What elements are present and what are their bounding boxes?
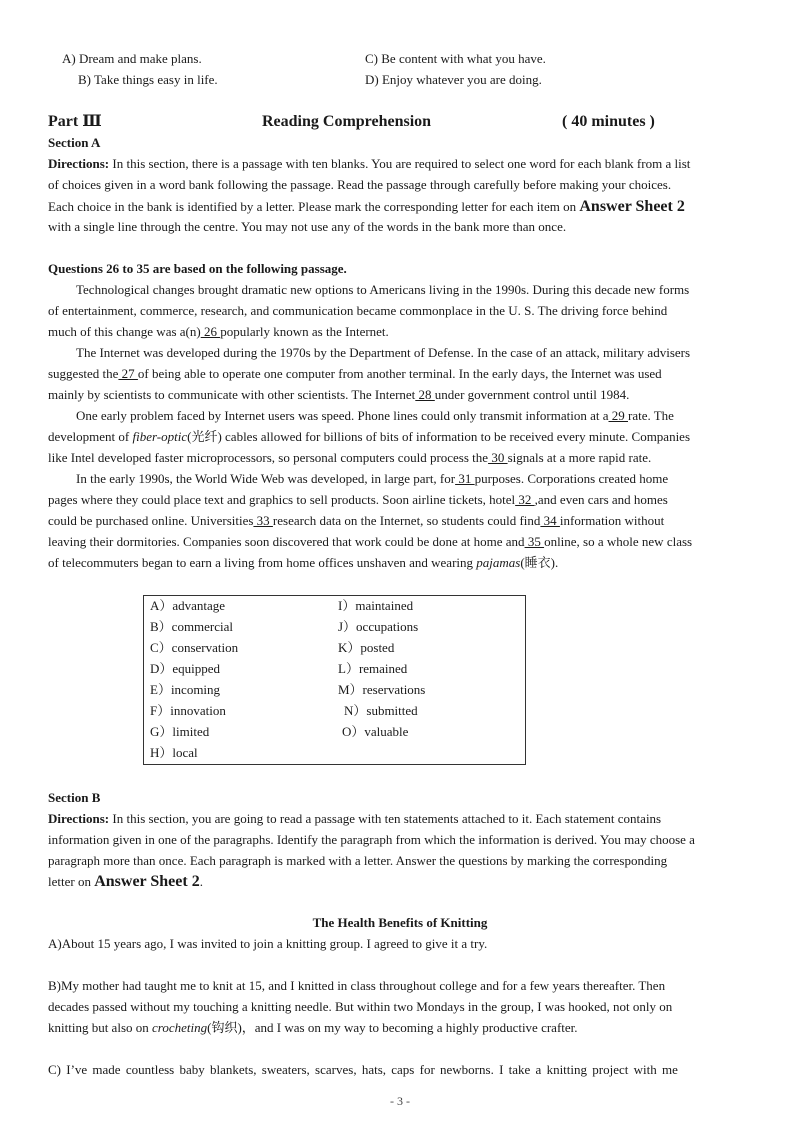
blank-35: 35: [524, 534, 545, 549]
word-bank-item: O）valuable: [342, 724, 409, 739]
passage-line: leaving their dormitories. Companies soon discovered that work could be done at home and 35 online, so a whole new class: [48, 534, 693, 549]
blank-32: 32: [515, 492, 535, 507]
word-bank-item: G）limited: [150, 724, 210, 739]
section-b-directions-line1: Directions: In this section, you are going to read a passage with ten statements attached to it. Each statement contains: [48, 811, 662, 826]
passage-line: One early problem faced by Internet users was speed. Phone lines could only transmit information at a 29 rate. The: [76, 408, 674, 423]
passage-line: mainly by scientists to communicate with other scientists. The Internet 28 under government control until 1984.: [48, 387, 630, 402]
passage-line: Technological changes brought dramatic new options to Americans living in the 1990s. During this decade new forms: [76, 282, 690, 297]
passage-line: of entertainment, commerce, research, and communication became commonplace in the U. S. The driving force behind: [48, 303, 668, 318]
section-a-directions-line1: Directions: In this section, there is a passage with ten blanks. You are required to select one word for each blank from a list: [48, 156, 691, 171]
blank-28: 28: [415, 387, 435, 402]
passage-line: like Intel developed faster microprocessors, so personal computers could process the 30 signals at a more rapid rate.: [48, 450, 652, 465]
word-bank-item: E）incoming: [150, 682, 221, 697]
passage-line: much of this change was a(n) 26 popularly known as the Internet.: [48, 324, 389, 339]
blank-33: 33: [253, 513, 273, 528]
blank-26: 26: [200, 324, 221, 339]
section-a-directions-line4: with a single line through the centre. You may not use any of the words in the bank more than once.: [48, 219, 567, 234]
blank-29: 29: [608, 408, 628, 423]
passage-line: could be purchased online. Universities 33 research data on the Internet, so students could find 34 information without: [48, 513, 665, 528]
word-bank-item: D）equipped: [150, 661, 221, 676]
passage-line: of telecommuters began to earn a living from home offices unshaven and wearing pajamas(睡衣).: [48, 555, 559, 570]
blank-31: 31: [455, 471, 475, 486]
passage-line: The Internet was developed during the 1970s by the Department of Defense. In the case of an attack, military advisers: [76, 345, 691, 360]
paragraph-b-line2: decades passed without my touching a knitting needle. But within two Mondays in the group, I was hooked, not only on: [48, 999, 673, 1014]
q25-option-d: D) Enjoy whatever you are doing.: [365, 72, 542, 87]
section-a-directions-line2: of choices given in a word bank following the passage. Read the passage through carefully before making your choices.: [48, 177, 672, 192]
section-b-directions-line3: paragraph more than once. Each paragraph is marked with a letter. Answer the questions by marking the corresponding: [48, 853, 668, 868]
section-a-heading: Section A: [48, 135, 101, 150]
word-bank-item: L）remained: [338, 661, 408, 676]
word-bank-item: K）posted: [338, 640, 395, 655]
word-bank-item: B）commercial: [150, 619, 234, 634]
word-bank: [143, 595, 526, 765]
passage-line: pages where they could place text and graphics to sell products. Soon airline tickets, hotel 32 ,and even cars and homes: [48, 492, 668, 507]
word-bank-item: M）reservations: [338, 682, 426, 697]
section-b-directions-line2: information given in one of the paragraphs. Identify the paragraph from which the information is derived. You may choose a: [48, 832, 695, 847]
part-label: Part Ⅲ: [48, 113, 102, 130]
section-a-directions-line3: Each choice in the bank is identified by a letter. Please mark the corresponding letter for each item on Answer Sheet 2: [48, 198, 685, 215]
blank-27: 27: [118, 366, 138, 381]
part-title: Reading Comprehension: [262, 113, 432, 130]
passage-line: In the early 1990s, the World Wide Web was developed, in large part, for 31 purposes. Corporations created home: [76, 471, 669, 486]
section-b-heading: Section B: [48, 790, 101, 805]
page-number: - 3 -: [390, 1094, 410, 1108]
word-bank-item: J）occupations: [338, 619, 419, 634]
word-bank-item: C）conservation: [150, 640, 239, 655]
blank-34: 34: [540, 513, 560, 528]
q25-option-b: B) Take things easy in life.: [78, 72, 218, 87]
word-bank-item: N）submitted: [344, 703, 418, 718]
passage-line: suggested the 27 of being able to operate one computer from another terminal. In the early days, the Internet was used: [48, 366, 662, 381]
paragraph-b-line3: knitting but also on crocheting(钩织)，and I was on my way to becoming a highly productive crafter.: [48, 1020, 578, 1035]
word-bank-item: F）innovation: [150, 703, 226, 718]
section-b-directions-line4: letter on Answer Sheet 2.: [48, 873, 203, 890]
word-bank-item: I）maintained: [338, 598, 414, 613]
blank-30: 30: [488, 450, 508, 465]
passage-line: development of fiber-optic(光纤) cables allowed for billions of bits of information to be received every minute. Companies: [48, 429, 691, 444]
word-bank-item: A）advantage: [150, 598, 226, 613]
q25-option-c: C) Be content with what you have.: [365, 51, 546, 66]
paragraph-c-line1: C) I’ve made countless baby blankets, sweaters, scarves, hats, caps for newborns. I take a knitting project with me: [48, 1062, 678, 1077]
word-bank-item: H）local: [150, 745, 198, 760]
part-time: ( 40 minutes ): [562, 113, 655, 130]
q25-option-a: A) Dream and make plans.: [62, 51, 202, 66]
paragraph-a: A)About 15 years ago, I was invited to join a knitting group. I agreed to give it a try.: [48, 936, 488, 951]
paragraph-b-line1: B)My mother had taught me to knit at 15, and I knitted in class throughout college and for a few years thereafter. Then: [48, 978, 666, 993]
questions-heading: Questions 26 to 35 are based on the following passage.: [48, 261, 347, 276]
passage-title: The Health Benefits of Knitting: [312, 915, 488, 930]
